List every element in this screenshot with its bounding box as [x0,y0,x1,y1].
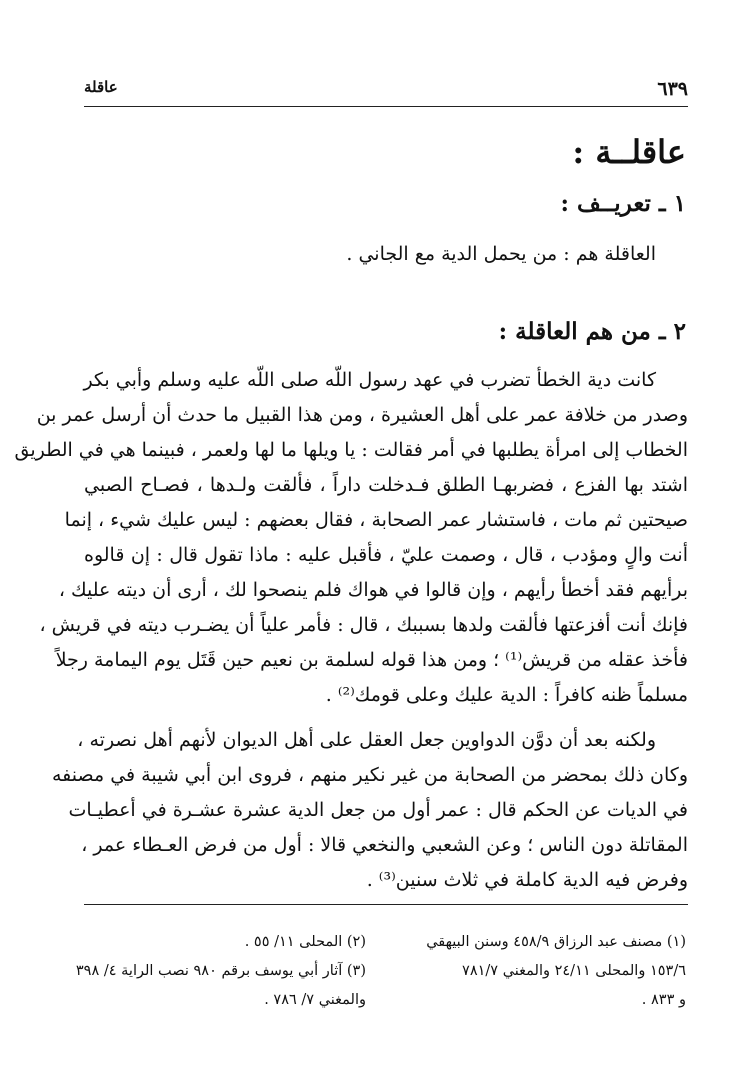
definition-text: العاقلة هم : من يحمل الدية مع الجاني . [346,243,656,265]
text-line: برأيهم فقد أخطأ رأيهم ، وإن قالوا في هواك فلم ينصحوا لك ، أرى أن ديته عليك ، [58,579,688,601]
entry-title: عاقلــة : [572,133,686,171]
text-line: صيحتين ثم مات ، فاستشار عمر الصحابة ، فقال بعضهم : ليس عليك شيء ، إنما [64,509,688,531]
footnote-line: و ٨٣٣ . [641,992,686,1008]
section-heading-who: ٢ ـ من هم العاقلة : [498,318,686,345]
footnote-rule [84,904,688,905]
page-number: ٦٣٩ [657,78,688,100]
text-line: كانت دية الخطأ تضرب في عهد رسول اللّه صلى اللّه عليه وسلم وأبي بكر [83,369,656,391]
text-line: وصدر من خلافة عمر على أهل العشيرة ، ومن هذا القبيل ما حدث أن أرسل عمر بن [36,404,688,426]
text-line: وكان ذلك بمحضر من الصحابة من غير نكير منهم ، فروى ابن أبي شيبة في مصنفه [52,764,688,786]
text-line: فإنك أنت أفزعتها فألقت ولدها بسببك ، قال : فأمر علياً أن يضـرب ديته في قريش ، [39,614,688,636]
footnote-line: (٢) المحلى ١١/ ٥٥ . [244,934,366,950]
running-title: عاقلة [84,78,118,96]
footnote-line: ١٥٣/٦ والمحلى ٢٤/١١ والمغني ٧٨١/٧ [462,963,686,979]
text-line: وفرض فيه الدية كاملة في ثلاث سنين⁽³⁾ . [366,869,688,891]
footnote-1 [366,928,686,1015]
text-line: مسلماً ظنه كافراً : الدية عليك وعلى قومك⁽²⁾ . [325,684,688,706]
text-line: ولكنه بعد أن دوَّن الدواوين جعل العقل على أهل الديوان لأنهم أهل نصرته ، [77,729,656,751]
footnote-line: (٣) آثار أبي يوسف برقم ٩٨٠ نصب الراية ٤/ ٣٩٨ [75,963,366,979]
footnote-3 [66,957,366,1015]
text-line: في الديات عن الحكم قال : عمر أول من جعل الدية عشرة عشـرة في أعطيـات [68,799,688,821]
footnote-line: (١) مصنف عبد الرزاق ٤٥٨/٩ وسنن البيهقي [426,934,686,950]
text-line: الخطاب إلى امرأة يطلبها في أمر فقالت : يا ويلها ما لها ولعمر ، فبينما هي في الطريق [14,439,688,461]
footnote-2 [66,928,366,957]
text-line: أنت والٍ ومؤدب ، قال ، وصمت عليّ ، فأقبل عليه : ماذا تقول قال : إن قالوه [84,544,688,566]
header-rule [84,106,688,107]
section-heading-definition: ١ ـ تعريــف : [560,190,686,217]
footnote-line: والمغني ٧/ ٧٨٦ . [264,992,366,1008]
text-line: المقاتلة دون الناس ؛ وعن الشعبي والنخعي قالا : أول من فرض العـطاء عمر ، [81,834,688,856]
text-line: فأخذ عقله من قريش⁽¹⁾ ؛ ومن هذا قوله لسلمة بن نعيم حين قَتَل يوم اليمامة رجلاً [55,649,688,671]
text-line: اشتد بها الفزع ، فضربهـا الطلق فـدخلت داراً ، فألقت ولـدها ، فصـاح الصبي [84,474,688,496]
page-header [84,78,688,104]
